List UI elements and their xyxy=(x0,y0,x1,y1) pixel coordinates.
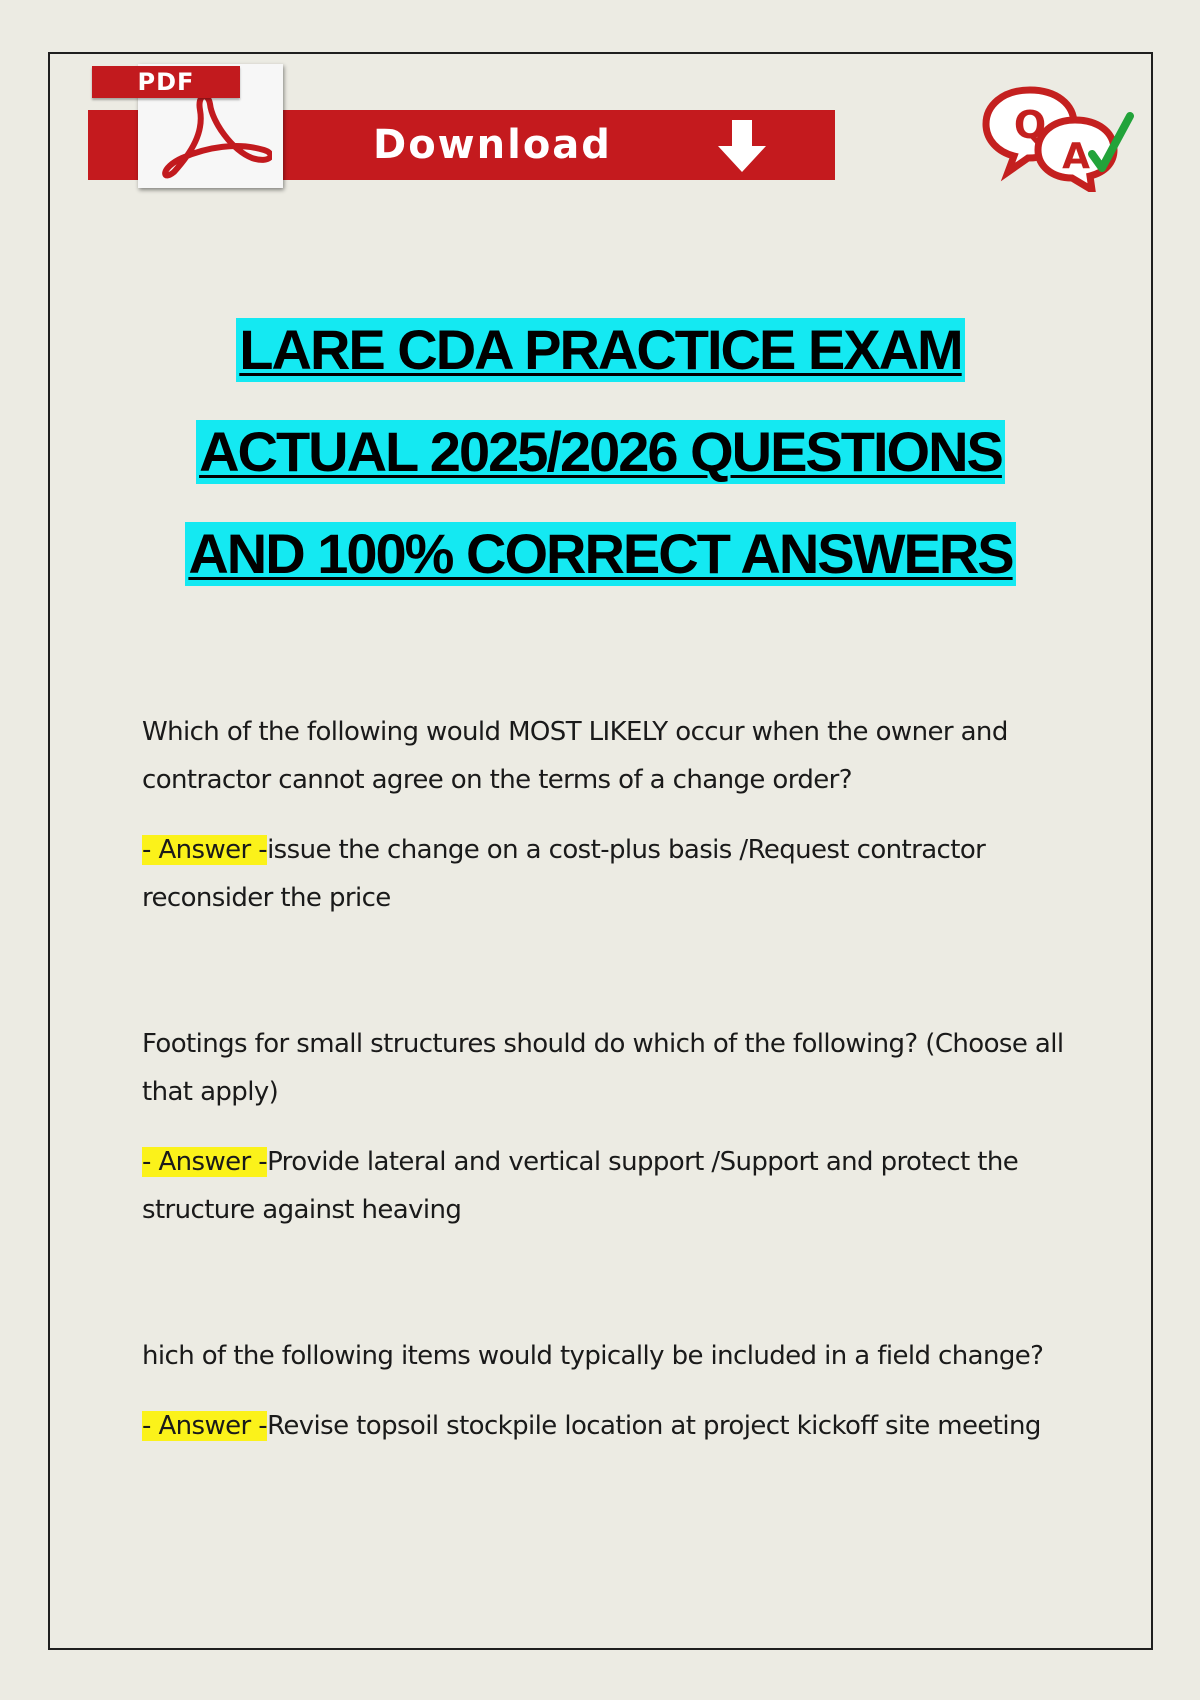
qa-list xyxy=(142,708,1082,1548)
answer-body: Revise topsoil stockpile location at project kickoff site meeting xyxy=(267,1411,1041,1441)
answer-body: Provide lateral and vertical support /Support and protect the structure against heaving xyxy=(142,1147,1019,1225)
document-title xyxy=(48,318,1153,624)
logo-q: Q xyxy=(1013,103,1047,147)
logo-a: A xyxy=(1062,136,1090,177)
download-banner[interactable] xyxy=(88,64,838,194)
title-line-1: LARE CDA PRACTICE EXAM xyxy=(236,318,964,382)
answer-text xyxy=(142,1402,1082,1450)
question-text: hich of the following items would typically be included in a field change? xyxy=(142,1341,1044,1371)
answer-prefix: - Answer - xyxy=(142,1147,268,1177)
question-text: Footings for small structures should do which of the following? (Choose all that apply) xyxy=(142,1029,1064,1107)
question-text: Which of the following would MOST LIKELY occur when the owner and contractor cannot agree on the terms of a change order? xyxy=(142,717,1008,795)
qa-logo-icon xyxy=(980,80,1140,192)
answer-prefix: - Answer - xyxy=(142,835,268,865)
answer-text xyxy=(142,1138,1082,1234)
answer-text xyxy=(142,826,1082,922)
qa-item xyxy=(142,708,1082,922)
qa-item xyxy=(142,1020,1082,1234)
answer-body: issue the change on a cost-plus basis /Request contractor reconsider the price xyxy=(142,835,986,913)
title-line-3: AND 100% CORRECT ANSWERS xyxy=(185,522,1015,586)
answer-prefix: - Answer - xyxy=(142,1411,268,1441)
download-arrow-icon xyxy=(716,118,768,174)
title-line-2: ACTUAL 2025/2026 QUESTIONS xyxy=(196,420,1005,484)
download-label: Download xyxy=(373,122,612,168)
pdf-label: PDF xyxy=(92,66,240,98)
qa-speech-bubbles-icon xyxy=(986,90,1114,190)
qa-item xyxy=(142,1332,1082,1450)
